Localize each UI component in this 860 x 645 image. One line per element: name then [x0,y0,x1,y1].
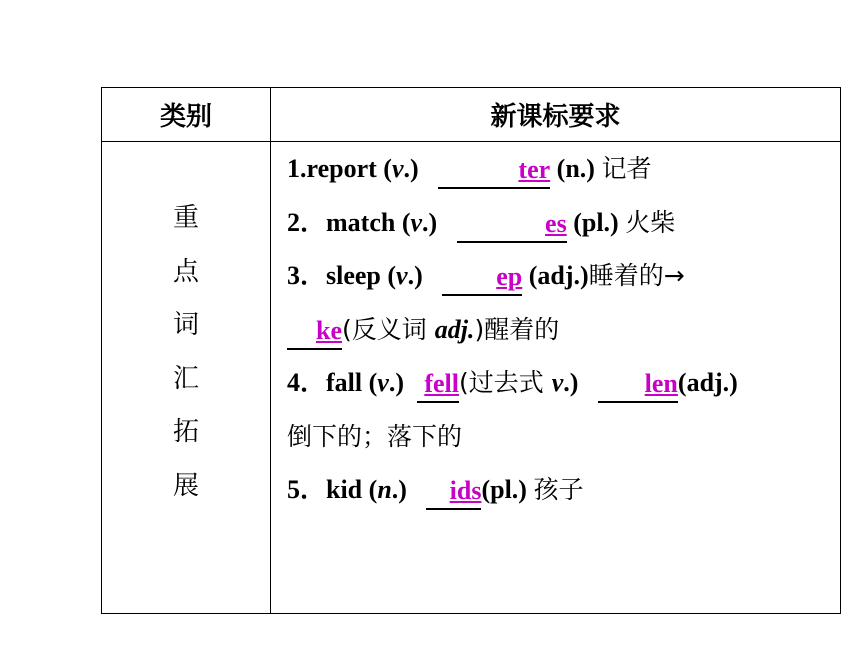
item-line-4: ke(反义词 adj.)醒着的 [287,303,830,357]
header-row [102,88,841,142]
answer-text: len [644,369,678,399]
answer-text: ids [449,476,482,506]
answer-text: ep [496,262,523,292]
item-line-1: 1.report (v.) ter (n.) 记者 [287,142,830,196]
fill-blank [457,207,567,243]
answer-text: es [545,208,567,238]
content-row [102,142,841,614]
category-char: 展 [172,470,199,501]
fill-blank [442,260,522,296]
answer-text: ke [316,315,342,345]
answer-text: ter [518,155,551,185]
requirement-cell [271,142,841,614]
requirement-header: 新课标要求 [271,88,841,142]
fill-blank [438,153,550,189]
fill-blank [426,474,481,510]
item-line-6: 倒下的；落下的 [287,421,463,451]
answer-text: fell [424,369,459,399]
category-char: 重 [172,203,199,233]
vocabulary-table [101,87,841,614]
item-line-7: 5．kid (n.) ids(pl.) 孩子 [287,463,830,517]
item-line-5: 4．fall (v.) fell(过去式 v.) len(adj.) [287,356,830,410]
item-line-2: 2．match (v.) es (pl.) 火柴 [287,196,830,250]
fill-blank [417,367,459,403]
category-header: 类别 [102,88,271,142]
category-cell [102,142,271,614]
fill-blank [287,314,342,350]
fill-blank [598,367,678,403]
category-char: 词 [172,310,199,340]
category-char: 点 [172,256,199,287]
category-char: 汇 [172,363,199,394]
category-char: 拓 [172,417,199,447]
item-line-3: 3．sleep (v.) ep (adj.)睡着的→ [287,249,830,303]
